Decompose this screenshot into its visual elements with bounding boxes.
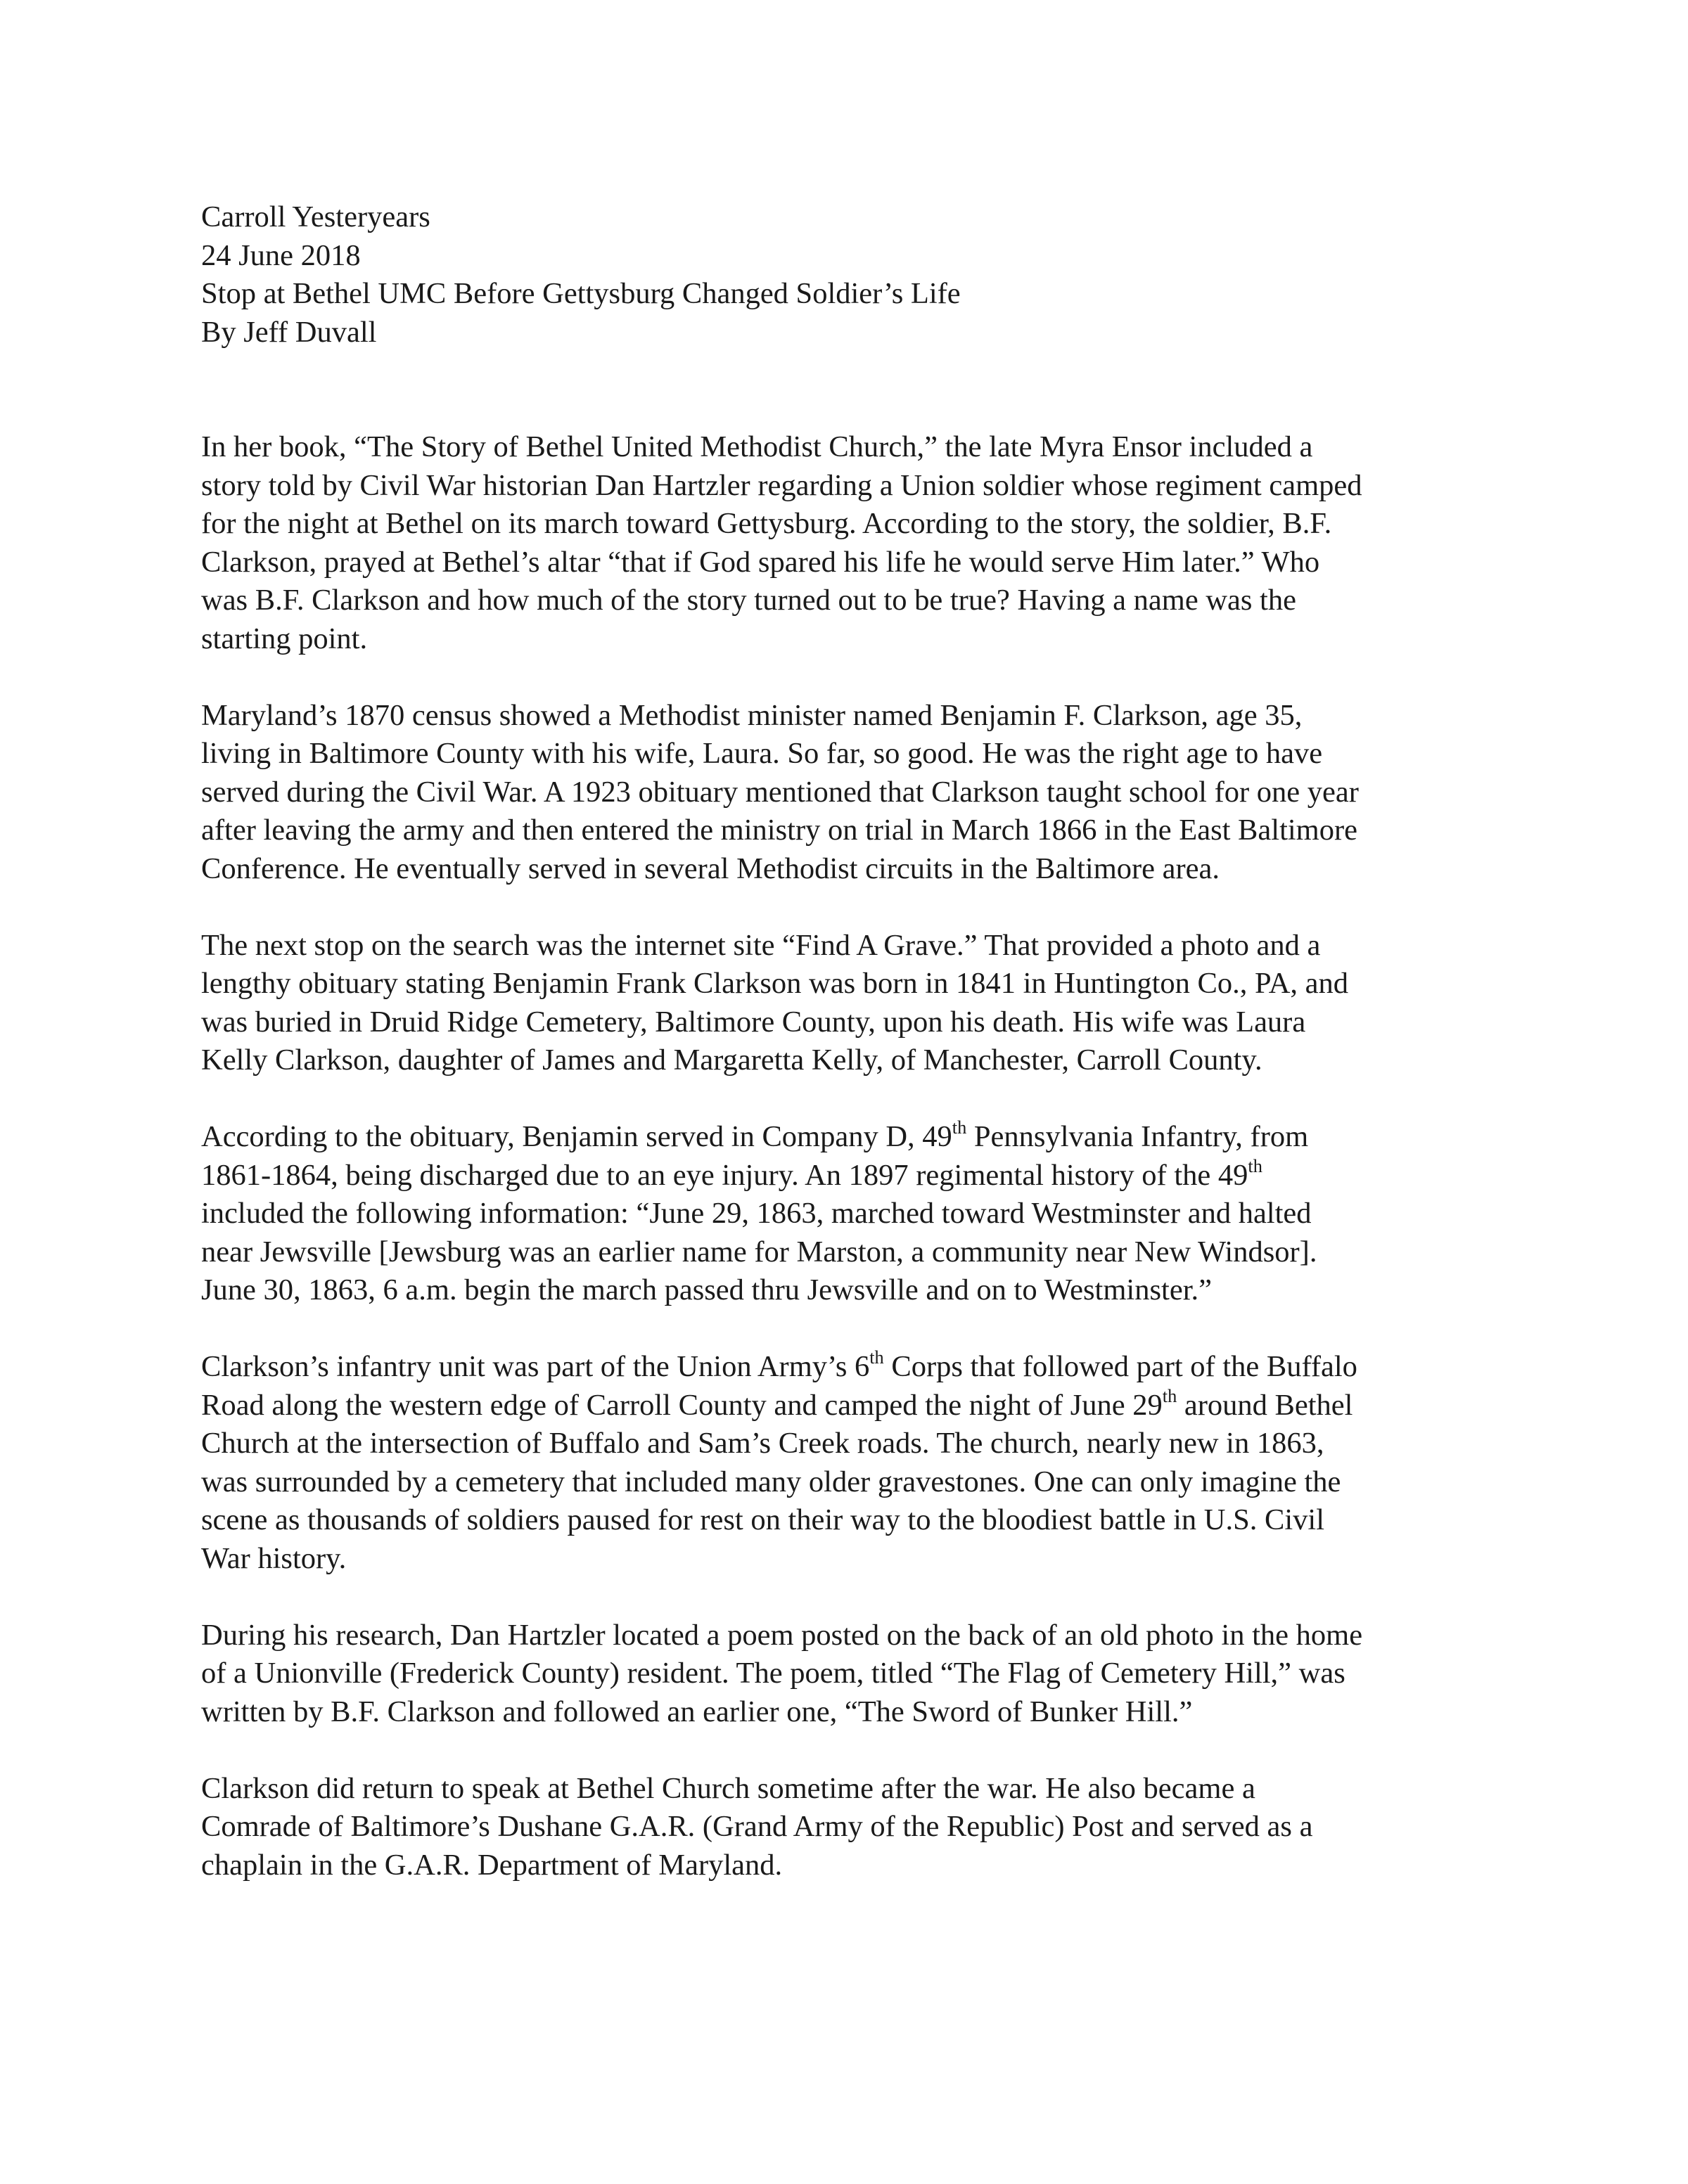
text-line: According to the obituary, Benjamin served in Company D, 49th Pennsylvania Infantry, from xyxy=(201,1117,1309,1153)
text-line: Clarkson’s infantry unit was part of the Union Army’s 6th Corps that followed part of the Buffalo xyxy=(201,1347,1357,1383)
ordinal-suffix: th xyxy=(952,1117,967,1138)
text-line: Maryland’s 1870 census showed a Methodist minister named Benjamin F. Clarkson, age 35, xyxy=(201,698,1303,732)
paragraph xyxy=(201,1617,1523,1732)
text-line: 1861-1864, being discharged due to an eye injury. An 1897 regimental history of the 49th xyxy=(201,1155,1262,1192)
text-line: chaplain in the G.A.R. Department of Maryland. xyxy=(201,1848,783,1882)
text-line: near Jewsville [Jewsburg was an earlier name for Marston, a community near New Windsor]. xyxy=(201,1235,1317,1268)
text-line: story told by Civil War historian Dan Hartzler regarding a Union soldier whose regiment camped xyxy=(201,468,1362,502)
text-line: Clarkson did return to speak at Bethel Church sometime after the war. He also became a xyxy=(201,1771,1255,1805)
text-line: War history. xyxy=(201,1541,347,1575)
article-byline: By Jeff Duvall xyxy=(201,315,377,349)
text-line: written by B.F. Clarkson and followed an earlier one, “The Sword of Bunker Hill.” xyxy=(201,1695,1193,1728)
text-line: served during the Civil War. A 1923 obituary mentioned that Clarkson taught school for one year xyxy=(201,775,1359,809)
text-line: after leaving the army and then entered the ministry on trial in March 1866 in the East Baltimore xyxy=(201,814,1358,847)
article-body xyxy=(201,428,1523,1884)
ordinal-suffix: th xyxy=(1248,1155,1262,1176)
text-line: starting point. xyxy=(201,622,368,655)
text-line: living in Baltimore County with his wife, Laura. So far, so good. He was the right age to have xyxy=(201,737,1323,770)
paragraph xyxy=(201,1348,1523,1578)
article-date: 24 June 2018 xyxy=(201,238,361,272)
text-line: of a Unionville (Frederick County) resident. The poem, titled “The Flag of Cemetery Hill,” was xyxy=(201,1657,1345,1690)
text-line: was B.F. Clarkson and how much of the story turned out to be true? Having a name was the xyxy=(201,584,1296,617)
text-line: included the following information: “June 29, 1863, marched toward Westminster and halted xyxy=(201,1197,1312,1230)
paragraph xyxy=(201,1118,1523,1310)
text-line: Comrade of Baltimore’s Dushane G.A.R. (Grand Army of the Republic) Post and served as a xyxy=(201,1810,1313,1843)
text-line: Church at the intersection of Buffalo and Sam’s Creek roads. The church, nearly new in 1863, xyxy=(201,1427,1324,1460)
text-line: Kelly Clarkson, daughter of James and Margaretta Kelly, of Manchester, Carroll County. xyxy=(201,1043,1262,1077)
text-line: Road along the western edge of Carroll County and camped the night of June 29th around Bethel xyxy=(201,1385,1353,1422)
text-line: During his research, Dan Hartzler located a poem posted on the back of an old photo in the home xyxy=(201,1618,1363,1652)
text-line: for the night at Bethel on its march toward Gettysburg. According to the story, the soldier, B.F. xyxy=(201,507,1332,540)
text-line: was surrounded by a cemetery that included many older gravestones. One can only imagine the xyxy=(201,1465,1341,1498)
text-line: The next stop on the search was the internet site “Find A Grave.” That provided a photo and a xyxy=(201,928,1321,962)
text-line: June 30, 1863, 6 a.m. begin the march passed thru Jewsville and on to Westminster.” xyxy=(201,1273,1212,1306)
paragraph xyxy=(201,697,1523,889)
text-line: scene as thousands of soldiers paused for rest on their way to the bloodiest battle in U.S. Civil xyxy=(201,1503,1325,1536)
text-line: In her book, “The Story of Bethel United Methodist Church,” the late Myra Ensor included a xyxy=(201,430,1313,463)
text-line: was buried in Druid Ridge Cemetery, Baltimore County, upon his death. His wife was Laura xyxy=(201,1005,1306,1039)
paragraph xyxy=(201,927,1523,1080)
publication-name: Carroll Yesteryears xyxy=(201,200,430,233)
article-title: Stop at Bethel UMC Before Gettysburg Changed Soldier’s Life xyxy=(201,277,961,310)
article-header xyxy=(201,198,1523,352)
text-line: Conference. He eventually served in several Methodist circuits in the Baltimore area. xyxy=(201,852,1220,885)
paragraph xyxy=(201,1770,1523,1885)
ordinal-suffix: th xyxy=(869,1347,884,1368)
ordinal-suffix: th xyxy=(1162,1385,1177,1406)
text-line: lengthy obituary stating Benjamin Frank Clarkson was born in 1841 in Huntington Co., PA, and xyxy=(201,967,1349,1000)
text-line: Clarkson, prayed at Bethel’s altar “that if God spared his life he would serve Him later.” Who xyxy=(201,545,1320,579)
document-page xyxy=(201,198,1523,1884)
paragraph xyxy=(201,428,1523,658)
